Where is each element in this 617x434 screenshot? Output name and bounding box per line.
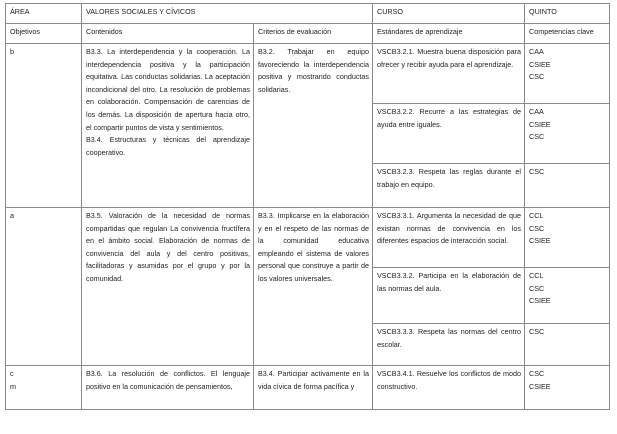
course-label: CURSO <box>373 4 525 24</box>
column-header-row <box>6 24 610 44</box>
contenidos-cell: B3.5. Valoración de la necesidad de normas compartidas que regulan La convivencia fructífera en el ámbito social. Elaboración de normas de convivencia del aula y del centro positivas, facilitadoras y asumidas por el grupo y por la comunidad. <box>82 208 254 366</box>
col-objetivos: Objetivos <box>6 24 82 44</box>
objetivos-cell: c m <box>6 366 82 410</box>
estandar-cell: VSCB3.2.3. Respeta las reglas durante el trabajo en equipo. <box>373 164 525 208</box>
estandar-cell: VSCB3.3.3. Respeta las normas del centro escolar. <box>373 324 525 366</box>
col-contenidos: Contenidos <box>82 24 254 44</box>
competencias-cell: CCL CSC CSIEE <box>525 268 610 324</box>
competencias-cell: CAA CSIEE CSC <box>525 44 610 104</box>
estandar-cell: VSCB3.2.2. Recurre a las estrategias de ayuda entre iguales. <box>373 104 525 164</box>
competencias-cell: CSC <box>525 164 610 208</box>
area-label: ÁREA <box>6 4 82 24</box>
competencias-cell: CSC <box>525 324 610 366</box>
competencias-cell: CAA CSIEE CSC <box>525 104 610 164</box>
estandar-cell: VSCB3.4.1. Resuelve los conflictos de modo constructivo. <box>373 366 525 410</box>
table-row <box>6 366 610 410</box>
course-value: QUINTO <box>525 4 610 24</box>
table-row <box>6 208 610 268</box>
criterio-cell: B3.2. Trabajar en equipo favoreciendo la interdependencia positiva y mostrando conductas solidarias. <box>254 44 373 208</box>
objetivos-cell: b <box>6 44 82 208</box>
estandar-cell: VSCB3.3.2. Participa en la elaboración de las normas del aula. <box>373 268 525 324</box>
curriculum-table <box>5 3 610 410</box>
competencias-cell: CSC CSIEE <box>525 366 610 410</box>
area-value: VALORES SOCIALES Y CÍVICOS <box>82 4 373 24</box>
table-row <box>6 44 610 104</box>
criterio-cell: B3.3. Implicarse en la elaboración y en el respeto de las normas de la comunidad educativa empleando el sistema de valores personal que construye a partir de los valores universales. <box>254 208 373 366</box>
contenidos-cell: B3.3. La interdependencia y la cooperación. La interdependencia positiva y la participación equitativa. Las conductas solidarias. La aceptación incondicional del otro. La resolución de problemas en colaboración. Compensación de carencias de los demás. La disposición de apertura hacia otro, el compartir puntos de vista y sentimientos. B3.4. Estructuras y técnicas del aprendizaje cooperativo. <box>82 44 254 208</box>
competencias-cell: CCL CSC CSIEE <box>525 208 610 268</box>
criterio-cell: B3.4. Participar activamente en la vida cívica de forma pacífica y <box>254 366 373 410</box>
estandar-cell: VSCB3.3.1. Argumenta la necesidad de que existan normas de convivencia en los diferentes espacios de interacción social. <box>373 208 525 268</box>
contenidos-cell: B3.6. La resolución de conflictos. El lenguaje positivo en la comunicación de pensamientos, <box>82 366 254 410</box>
header-row <box>6 4 610 24</box>
col-criterios: Criterios de evaluación <box>254 24 373 44</box>
estandar-cell: VSCB3.2.1. Muestra buena disposición para ofrecer y recibir ayuda para el aprendizaje. <box>373 44 525 104</box>
col-competencias: Competencias clave <box>525 24 610 44</box>
col-estandares: Estándares de aprendizaje <box>373 24 525 44</box>
objetivos-cell: a <box>6 208 82 366</box>
